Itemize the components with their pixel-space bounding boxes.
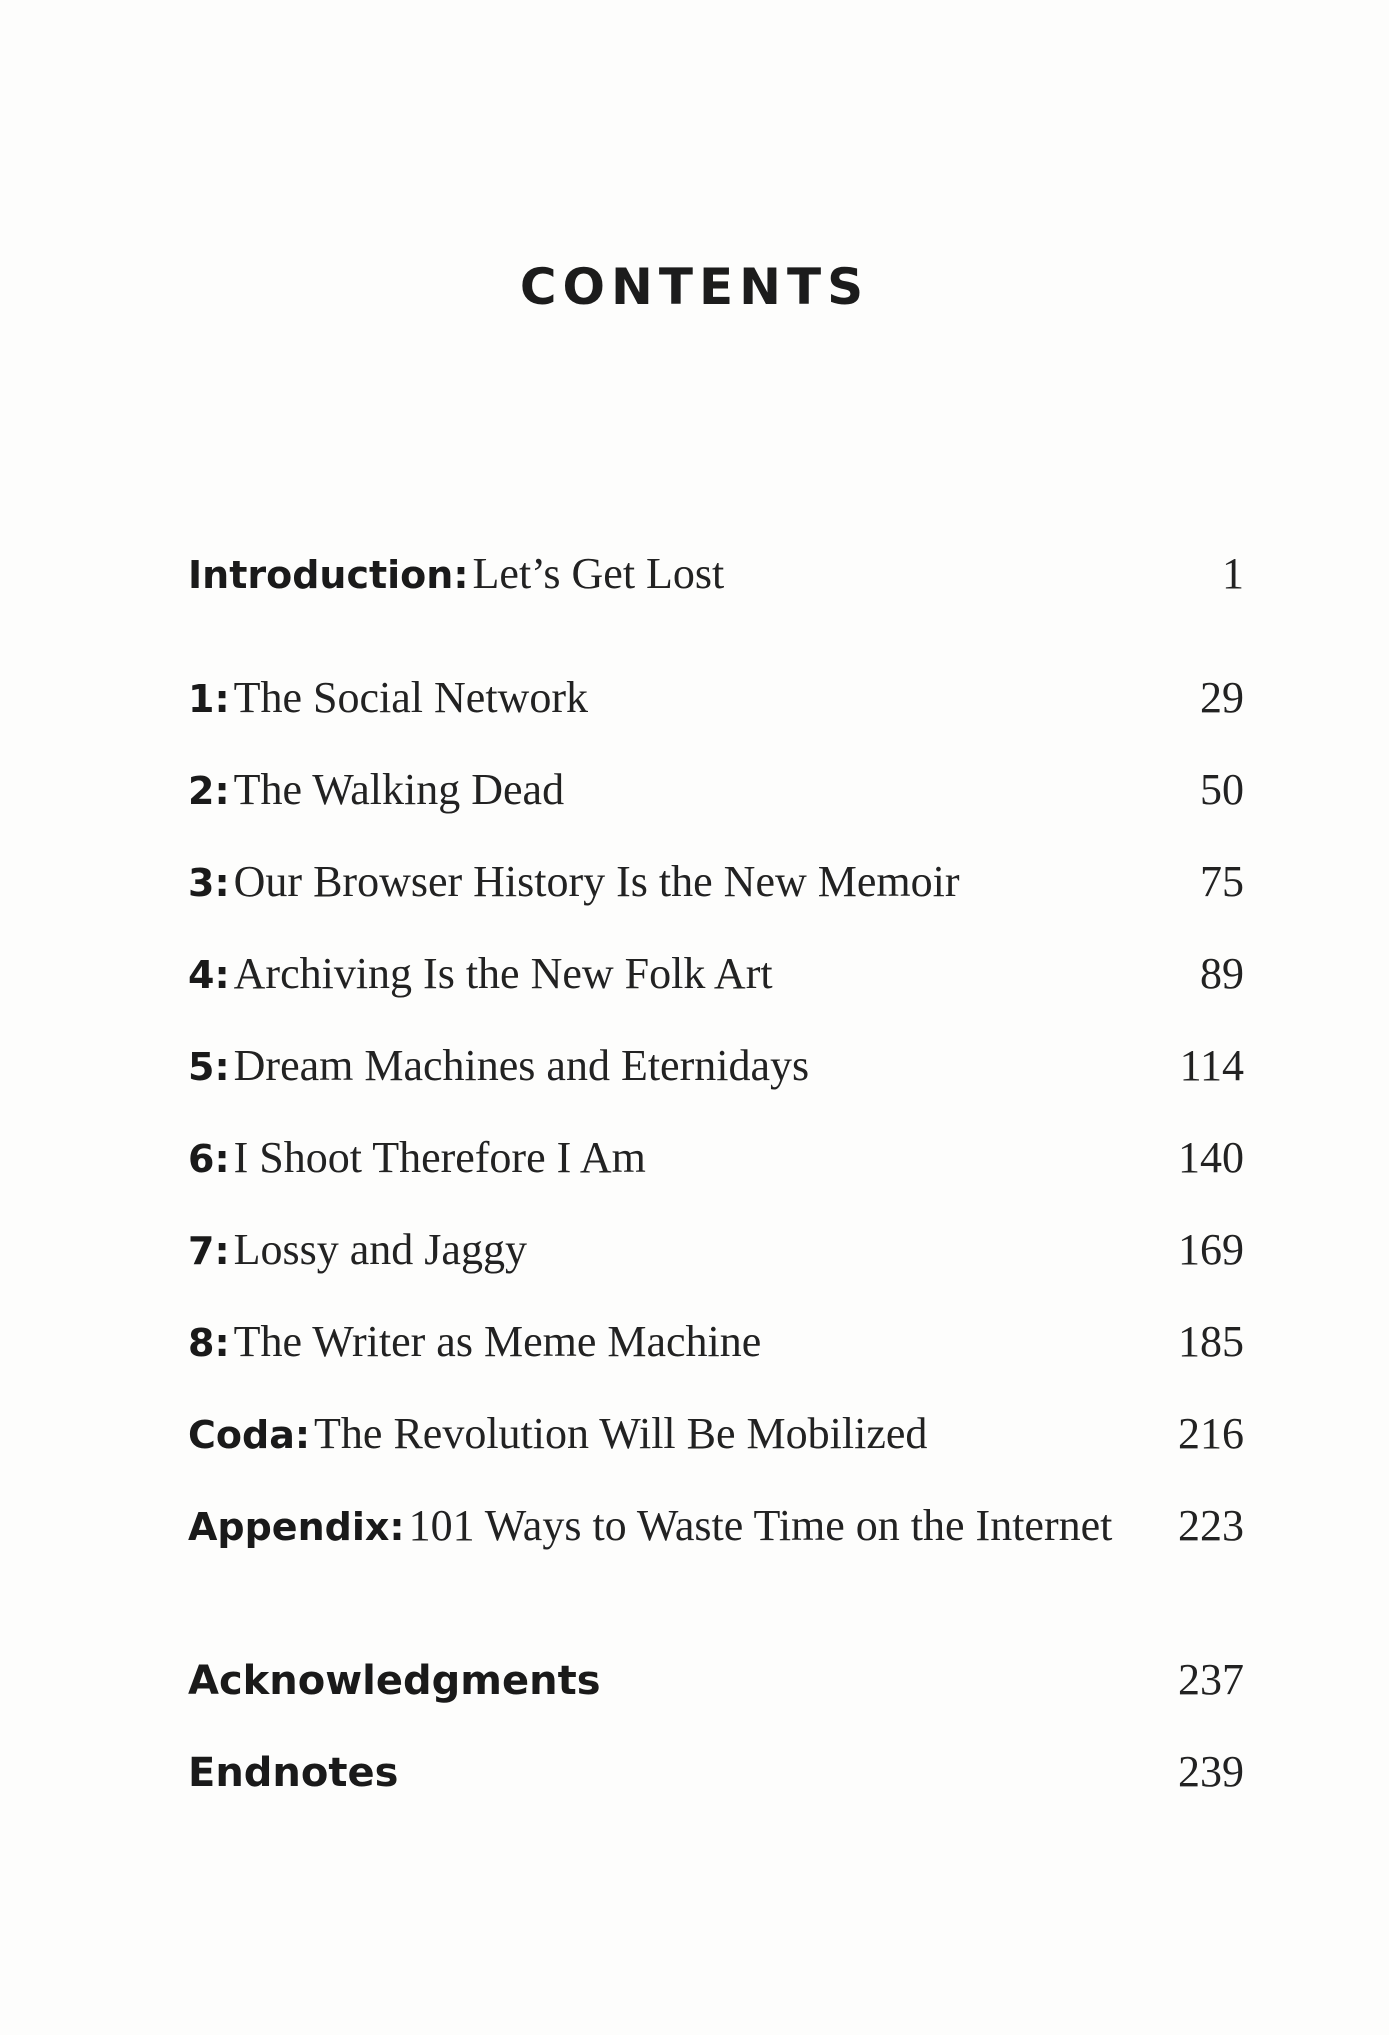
toc-entry-label: 5:: [188, 1045, 230, 1089]
toc-entry-chapter-8[interactable]: [188, 1316, 1244, 1376]
toc-entry-label: 6:: [188, 1137, 230, 1181]
toc-entry-chapter-7[interactable]: [188, 1224, 1244, 1284]
toc-entry-chapter-3[interactable]: [188, 856, 1244, 916]
toc-entry-label: Acknowledgments: [188, 1658, 601, 1704]
page-title: CONTENTS: [519, 258, 870, 316]
toc-entry-page-number: 50: [1200, 765, 1244, 814]
toc-entry-title: The Social Network: [233, 673, 588, 722]
toc-entry-page-number: 140: [1178, 1133, 1244, 1182]
toc-entry-label: Introduction:: [188, 553, 469, 597]
toc-entry-chapter-4[interactable]: [188, 948, 1244, 1008]
toc-entry-page-number: 114: [1179, 1041, 1244, 1090]
toc-entry-text: [188, 1040, 809, 1091]
toc-entry-appendix[interactable]: [188, 1500, 1244, 1560]
toc-entry-title: Lossy and Jaggy: [233, 1225, 527, 1274]
toc-entry-introduction[interactable]: [188, 548, 1244, 608]
toc-entry-page-number: 223: [1178, 1501, 1244, 1550]
toc-entry-title: The Revolution Will Be Mobilized: [314, 1409, 928, 1458]
toc-entry-page-number: 237: [1178, 1655, 1244, 1704]
toc-entry-chapter-1[interactable]: [188, 672, 1244, 732]
toc-entry-text: [188, 548, 724, 599]
toc-entry-text: [188, 1132, 646, 1183]
toc-entry-label: 1:: [188, 677, 230, 721]
toc-entry-page-number: 29: [1200, 673, 1244, 722]
toc-entry-text: [188, 764, 564, 815]
toc-entry-text: [188, 856, 960, 907]
toc-entry-coda[interactable]: [188, 1408, 1244, 1468]
toc-entry-text: [188, 1224, 527, 1275]
toc-entry-page-number: 89: [1200, 949, 1244, 998]
toc-entry-title: Our Browser History Is the New Memoir: [233, 857, 960, 906]
toc-entry-label: 8:: [188, 1321, 230, 1365]
toc-entry-chapter-6[interactable]: [188, 1132, 1244, 1192]
toc-entry-label: Coda:: [188, 1413, 311, 1457]
toc-entry-label: 2:: [188, 769, 230, 813]
toc-entry-label: Endnotes: [188, 1750, 399, 1796]
toc-entry-label: 3:: [188, 861, 230, 905]
toc-entry-acknowledgments[interactable]: [188, 1654, 1244, 1714]
toc-entry-title: 101 Ways to Waste Time on the Internet: [408, 1501, 1113, 1550]
toc-entry-text: [188, 1316, 761, 1367]
toc-entry-page-number: 239: [1178, 1747, 1244, 1796]
toc-entry-page-number: 185: [1178, 1317, 1244, 1366]
toc-entry-label: 4:: [188, 953, 230, 997]
toc-entry-text: [188, 1500, 1112, 1551]
toc-entry-title: Archiving Is the New Folk Art: [233, 949, 773, 998]
toc-entry-page-number: 75: [1200, 857, 1244, 906]
toc-entry-title: The Walking Dead: [233, 765, 565, 814]
toc-entry-page-number: 169: [1178, 1225, 1244, 1274]
toc-entry-title: Dream Machines and Eternidays: [233, 1041, 810, 1090]
toc-entry-title: Let’s Get Lost: [472, 549, 725, 598]
toc-entry-title: I Shoot Therefore I Am: [233, 1133, 646, 1182]
toc-entry-label: 7:: [188, 1229, 230, 1273]
toc-entry-text: [188, 948, 773, 999]
toc-entry-endnotes[interactable]: [188, 1746, 1244, 1806]
toc-entry-text: [188, 1408, 927, 1459]
toc-entry-title: The Writer as Meme Machine: [233, 1317, 762, 1366]
toc-entry-label: Appendix:: [188, 1505, 405, 1549]
toc-entry-chapter-5[interactable]: [188, 1040, 1244, 1100]
toc-entry-page-number: 1: [1222, 549, 1244, 598]
toc-entry-page-number: 216: [1178, 1409, 1244, 1458]
toc-entry-chapter-2[interactable]: [188, 764, 1244, 824]
toc-entry-text: [188, 672, 588, 723]
